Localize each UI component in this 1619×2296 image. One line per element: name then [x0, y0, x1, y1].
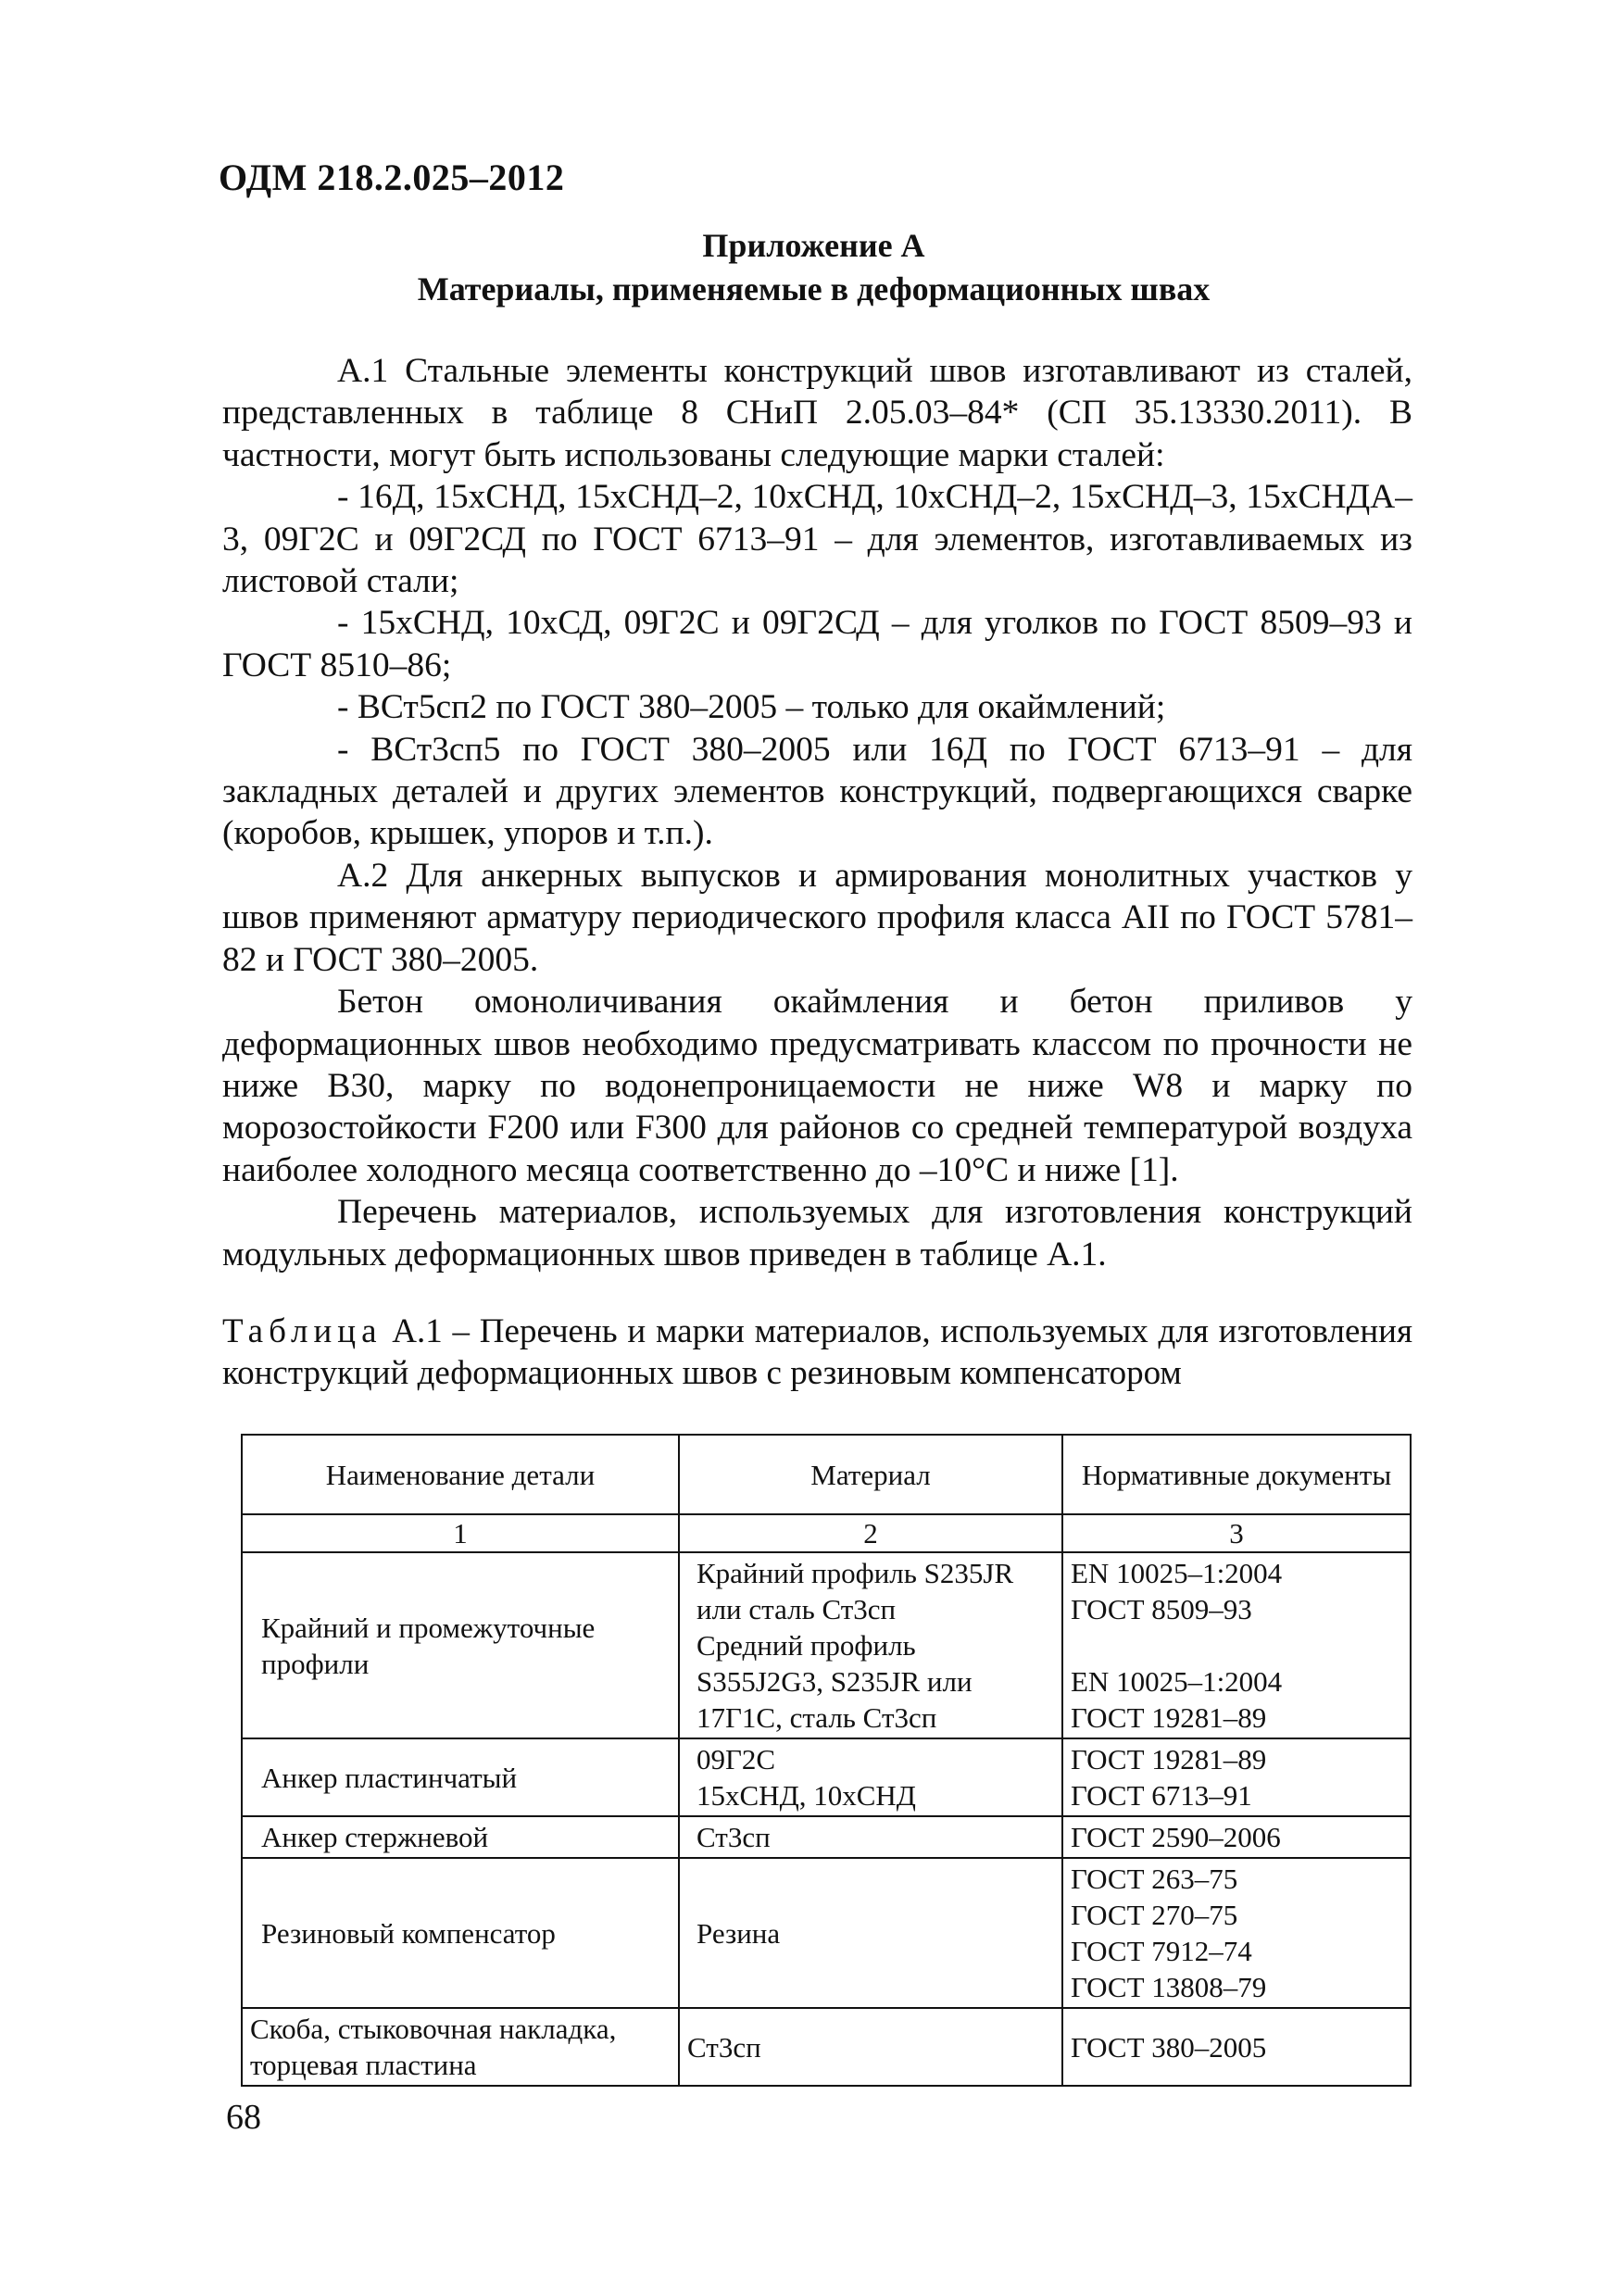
material-cell [679, 1738, 1062, 1816]
cell-line: S355J2G3, S235JR или [697, 1665, 973, 1698]
cell-line: ГОСТ 7912–74 [1071, 1935, 1252, 1967]
column-number: 3 [1062, 1514, 1411, 1552]
cell-line: ГОСТ 2590–2006 [1071, 1821, 1281, 1853]
cell-line: Средний профиль [697, 1629, 916, 1662]
docs-cell [1062, 2008, 1411, 2086]
material-cell [679, 2008, 1062, 2086]
detail-name-cell [242, 1738, 679, 1816]
cell-line: ГОСТ 13808–79 [1071, 1971, 1267, 2003]
table-row [242, 1858, 1411, 2008]
column-header: Наименование детали [242, 1435, 679, 1514]
docs-cell [1062, 1858, 1411, 2008]
cell-line: ГОСТ 6713–91 [1071, 1779, 1252, 1812]
table-header-row [242, 1435, 1411, 1514]
table-caption [222, 1311, 1412, 1394]
appendix-title: Приложение А [702, 227, 925, 264]
detail-name-cell [242, 2008, 679, 2086]
paragraph: А.2 Для анкерных выпусков и армирования монолитных участков у швов применяют арматуру периодического профиля класса АII по ГОСТ 5781–82 и ГОСТ 380–2005. [222, 856, 1412, 979]
cell-line [1071, 1627, 1402, 1663]
table-caption-label: Таблица [222, 1312, 383, 1350]
cell-line: профили [261, 1647, 370, 1680]
paragraph: Бетон омоноличивания окаймления и бетон приливов у деформационных швов необходимо предусматривать классом по прочности не ниже В30, марку по водонепроницаемости не ниже W8 и марку по морозостойкости F200 или F300 для районов со средней температурой воздуха наиболее холодного месяца соответственно до –10°С и ниже [1]. [222, 983, 1412, 1189]
docs-cell [1062, 1738, 1411, 1816]
paragraph: - 16Д, 15хСНД, 15хСНД–2, 10хСНД, 10хСНД–2, 15хСНД–3, 15хСНДА–3, 09Г2С и 09Г2СД по ГОСТ 6713–91 – для элементов, изготавливаемых из листовой стали; [222, 478, 1412, 601]
cell-line: Ст3сп [697, 1821, 771, 1853]
detail-name-cell [242, 1816, 679, 1858]
material-cell [679, 1816, 1062, 1858]
table-row [242, 1552, 1411, 1738]
column-header: Нормативные документы [1062, 1435, 1411, 1514]
cell-line: EN 10025–1:2004 [1071, 1557, 1283, 1589]
cell-line: 17Г1С, сталь Ст3сп [697, 1701, 937, 1734]
cell-line: Анкер пластинчатый [261, 1761, 518, 1794]
table-row [242, 1738, 1411, 1816]
cell-line: Крайний и промежуточные [261, 1611, 596, 1644]
cell-line: Крайний профиль S235JR [697, 1557, 1014, 1589]
cell-line: Ст3сп [687, 2030, 761, 2064]
column-number: 2 [679, 1514, 1062, 1552]
table-row [242, 2008, 1411, 2086]
paragraph: А.1 Стальные элементы конструкций швов изготавливают из сталей, представленных в таблице 8 СНиП 2.05.03–84* (СП 35.13330.2011). В частности, могут быть использованы следующие марки сталей: [222, 352, 1412, 474]
docs-cell [1062, 1552, 1411, 1738]
paragraph: Перечень материалов, используемых для изготовления конструкций модульных деформационных швов приведен в таблице А.1. [222, 1193, 1412, 1273]
appendix-subtitle: Материалы, применяемые в деформационных швах [417, 270, 1211, 307]
paragraph: - 15хСНД, 10хСД, 09Г2С и 09Г2СД – для уголков по ГОСТ 8509–93 и ГОСТ 8510–86; [222, 604, 1412, 684]
column-number-row [242, 1514, 1411, 1552]
docs-cell [1062, 1816, 1411, 1858]
column-header: Материал [679, 1435, 1062, 1514]
cell-line: 09Г2С [697, 1743, 776, 1775]
cell-line: Резина [697, 1916, 781, 1950]
materials-table [241, 1434, 1412, 2087]
material-cell [679, 1552, 1062, 1738]
cell-line: ГОСТ 19281–89 [1071, 1743, 1267, 1775]
document-code: ОДМ 218.2.025–2012 [219, 157, 565, 198]
table-caption-text: А.1 – Перечень и марки материалов, используемых для изготовления конструкций деформационных швов с резиновым компенсатором [222, 1312, 1412, 1392]
cell-line: ГОСТ 380–2005 [1071, 2030, 1267, 2064]
cell-line: торцевая пластина [250, 2049, 477, 2081]
cell-line: или сталь Ст3сп [697, 1593, 897, 1625]
cell-line: Анкер стержневой [261, 1821, 489, 1853]
cell-line: ГОСТ 8509–93 [1071, 1593, 1252, 1625]
cell-line: ГОСТ 270–75 [1071, 1899, 1238, 1931]
page-number: 68 [226, 2098, 261, 2137]
cell-line: 15хСНД, 10хСНД [697, 1779, 916, 1812]
material-cell [679, 1858, 1062, 2008]
cell-line: Скоба, стыковочная накладка, [250, 2013, 617, 2045]
detail-name-cell [242, 1552, 679, 1738]
cell-line: ГОСТ 263–75 [1071, 1863, 1238, 1895]
cell-line: ГОСТ 19281–89 [1071, 1701, 1267, 1734]
table-row [242, 1816, 1411, 1858]
cell-line: Резиновый компенсатор [261, 1916, 556, 1950]
column-number: 1 [242, 1514, 679, 1552]
paragraph: - ВСт3сп5 по ГОСТ 380–2005 или 16Д по ГОСТ 6713–91 – для закладных деталей и других элементов конструкций, подвергающихся сварке (коробов, крышек, упоров и т.п.). [222, 730, 1412, 853]
detail-name-cell [242, 1858, 679, 2008]
paragraph: - ВСт5сп2 по ГОСТ 380–2005 – только для окаймлений; [337, 688, 1166, 727]
cell-line: EN 10025–1:2004 [1071, 1665, 1283, 1698]
body-text [222, 350, 1412, 1275]
